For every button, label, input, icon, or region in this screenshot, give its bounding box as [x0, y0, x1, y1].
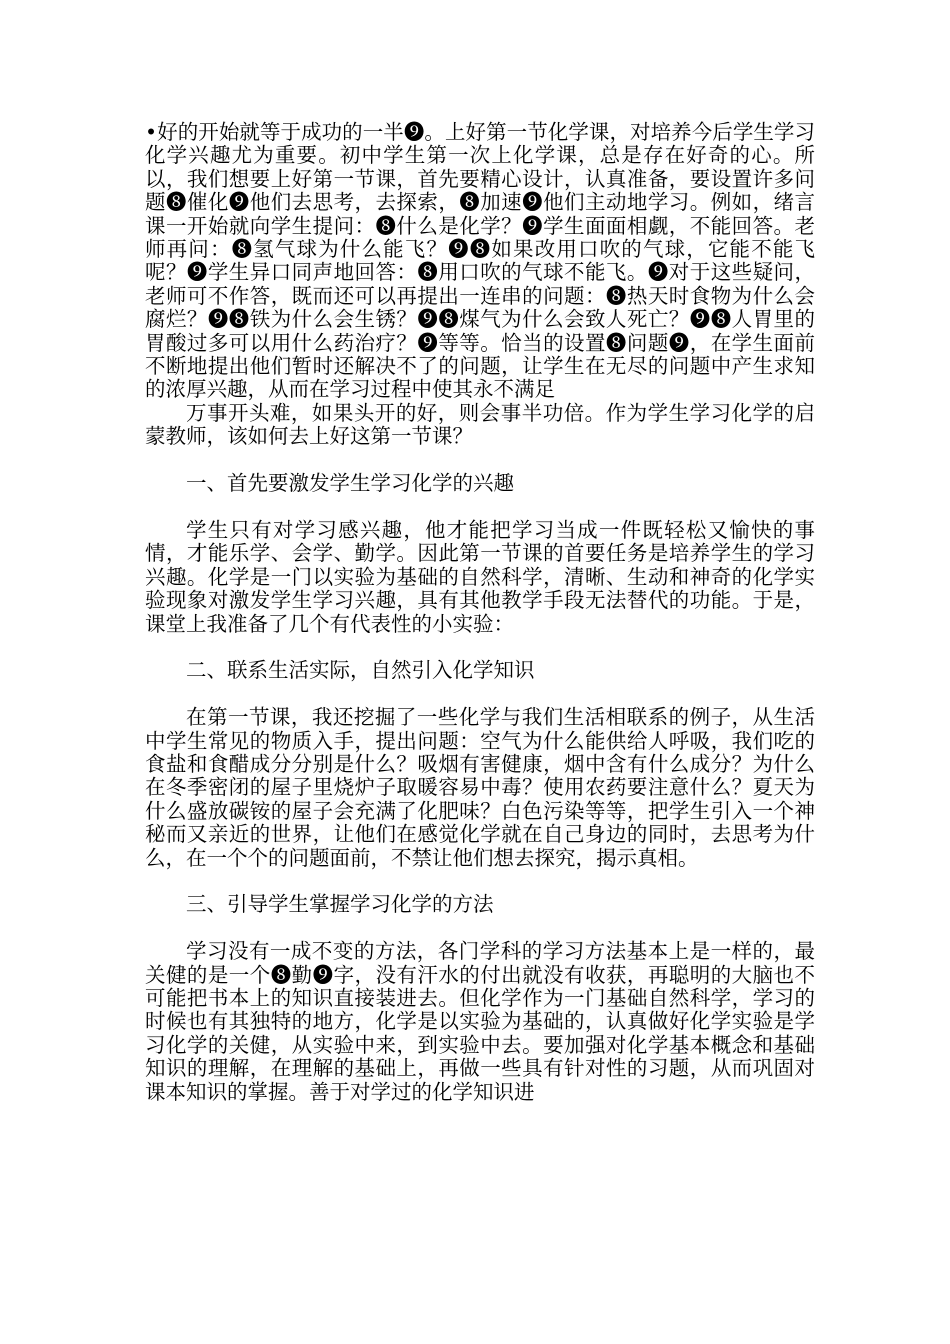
section-heading-2: 二、联系生活实际，自然引入化学知识	[186, 658, 535, 683]
section-1-paragraph: 学生只有对学习感兴趣，他才能把学习当成一件既轻松又愉快的事情，才能乐学、会学、勤学。因此第一节课的首要任务是培养学生的学习兴趣。化学是一门以实验为基础的自然科学，清晰、生动和神奇的化学实验现象对激发学生学习兴趣，具有其他教学手段无法替代的功能。于是，课堂上我准备了几个有代表性的小实验：	[145, 517, 815, 636]
section-3-paragraph: 学习没有一成不变的方法，各门学科的学习方法基本上是一样的，最关健的是一个❽勤❾字，没有汗水的付出就没有收获，再聪明的大脑也不可能把书本上的知识直接装进去。但化学作为一门基础自然科学，学习的时候也有其独特的地方，化学是以实验为基础的，认真做好化学实验是学习化学的关健，从实验中来，到实验中去。要加强对化学基本概念和基础知识的理解，在理解的基础上，再做一些具有针对性的习题，从而巩固对课本知识的掌握。善于对学过的化学知识进	[145, 939, 815, 1104]
section-2-paragraph: 在第一节课，我还挖掘了一些化学与我们生活相联系的例子，从生活中学生常见的物质入手，提出问题：空气为什么能供给人呼吸，我们吃的食盐和食醋成分分别是什么？吸烟有害健康，烟中含有什么成分？为什么在冬季密闭的屋子里烧炉子取暖容易中毒？使用农药要注意什么？夏天为什么盛放碳铵的屋子会充满了化肥味？白色污染等等，把学生引入一个神秘而又亲近的世界，让他们在感觉化学就在自己身边的同时，去思考为什么，在一个个的问题面前，不禁让他们想去探究，揭示真相。	[145, 705, 815, 870]
intro-paragraph: •好的开始就等于成功的一半❾。上好第一节化学课，对培养今后学生学习化学兴趣尤为重要。初中学生第一次上化学课，总是存在好奇的心。所以，我们想要上好第一节课，首先要精心设计，认真准备，要设置许多问题❽催化❾他们去思考，去探索，❽加速❾他们主动地学习。例如，绪言课一开始就向学生提问：❽什么是化学？❾学生面面相觑，不能回答。老师再问：❽氢气球为什么能飞？❾❽如果改用口吹的气球，它能不能飞呢？❾学生异口同声地回答：❽用口吹的气球不能飞。❾对于这些疑问，老师可不作答，既而还可以再提出一连串的问题：❽热天时食物为什么会腐烂？❾❽铁为什么会生锈？❾❽煤气为什么会致人死亡？❾❽人胃里的胃酸过多可以用什么药治疗？❾等等。恰当的设置❽问题❾，在学生面前不断地提出他们暂时还解决不了的问题，让学生在无尽的问题中产生求知的浓厚兴趣，从而在学习过程中使其永不满足	[145, 120, 815, 402]
section-heading-1: 一、首先要激发学生学习化学的兴趣	[186, 471, 514, 496]
lead-paragraph: 万事开头难，如果头开的好，则会事半功倍。作为学生学习化学的启蒙教师，该如何去上好这第一节课？	[145, 400, 815, 449]
section-heading-3: 三、引导学生掌握学习化学的方法	[186, 892, 494, 917]
document-page	[145, 121, 815, 1104]
